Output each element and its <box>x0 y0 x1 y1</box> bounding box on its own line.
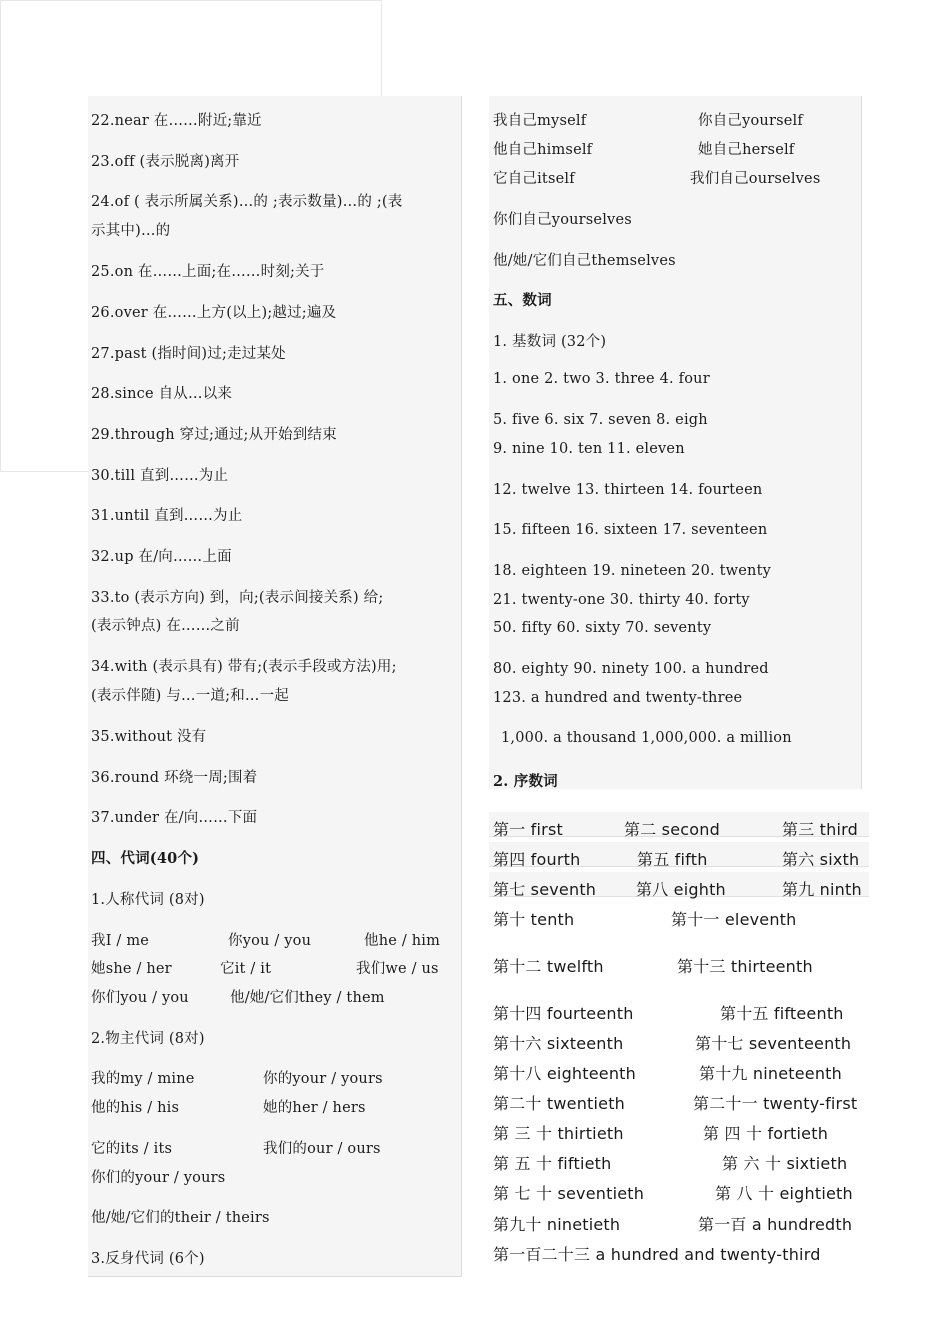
right_bottom-line: 第七 seventh <box>493 880 597 899</box>
left-line: 它的its / its <box>91 1141 173 1157</box>
left-line: 28.since 自从…以来 <box>91 386 233 402</box>
right_bottom-line: 第 四 十 fortieth <box>703 1124 829 1143</box>
right_top-line: 50. fifty 60. sixty 70. seventy <box>493 620 712 636</box>
left-line: 2.物主代词 (8对) <box>91 1031 205 1047</box>
left-line: 他/她/它们的their / theirs <box>91 1210 270 1226</box>
right_bottom-line: 第 七 十 seventieth <box>493 1184 645 1203</box>
left-line: 29.through 穿过;通过;从开始到结束 <box>91 427 337 443</box>
right_top-line: 12. twelve 13. thirteen 14. fourteen <box>493 482 763 498</box>
right_bottom-line: 第十三 thirteenth <box>677 957 813 976</box>
right_top-line: 21. twenty-one 30. thirty 40. forty <box>493 592 750 608</box>
right_top-line: 他/她/它们自己themselves <box>493 253 676 269</box>
left-line: 37.under 在/向……下面 <box>91 810 258 826</box>
right_bottom-line: 第四 fourth <box>493 850 581 869</box>
left-line: 他he / him <box>364 933 441 949</box>
right_top-line: 1,000. a thousand 1,000,000. a million <box>501 730 792 746</box>
left-line: 你们的your / yours <box>91 1170 226 1186</box>
right_bottom-line: 第十四 fourteenth <box>493 1004 634 1023</box>
right_bottom-line: 第一 first <box>493 820 563 839</box>
left-line: (表示伴随) 与…一道;和…一起 <box>91 688 290 704</box>
right_bottom-line: 第二 second <box>624 820 720 839</box>
right_top-line: 我自己myself <box>493 113 587 129</box>
right_bottom-line: 第 三 十 thirtieth <box>493 1124 624 1143</box>
right_bottom-line: 第十七 seventeenth <box>695 1034 852 1053</box>
right_top-line: 2. 序数词 <box>493 773 558 790</box>
left-line: 1.人称代词 (8对) <box>91 892 205 908</box>
left-line: 我I / me <box>91 933 150 949</box>
right_bottom-line: 第五 fifth <box>637 850 708 869</box>
left-line: 32.up 在/向……上面 <box>91 549 232 565</box>
left-line: 我们的our / ours <box>263 1141 381 1157</box>
right_top-line: 18. eighteen 19. nineteen 20. twenty <box>493 563 771 579</box>
left-line: 他的his / his <box>91 1100 180 1116</box>
right_bottom-line: 第十九 nineteenth <box>699 1064 842 1083</box>
left-line: 27.past (指时间)过;走过某处 <box>91 346 286 362</box>
left-line: 四、代词(40个) <box>91 850 200 867</box>
left-line: 3.反身代词 (6个) <box>91 1251 205 1267</box>
right_top-line: 我们自己ourselves <box>690 171 821 187</box>
right_top-line: 他自己himself <box>493 142 593 158</box>
right_bottom-line: 第 五 十 fiftieth <box>493 1154 612 1173</box>
left-line: 它it / it <box>220 961 272 977</box>
right_top-line: 她自己herself <box>698 142 795 158</box>
right_bottom-line: 第 八 十 eightieth <box>715 1184 853 1203</box>
right_bottom-line: 第 六 十 sixtieth <box>722 1154 848 1173</box>
left-line: 她she / her <box>91 961 172 977</box>
left-line: 你们you / you <box>91 990 189 1006</box>
right_bottom-line: 第九 ninth <box>782 880 862 899</box>
left-line: 26.over 在……上方(以上);越过;遍及 <box>91 305 337 321</box>
right_top-line: 它自己itself <box>493 171 575 187</box>
right_top-line: 123. a hundred and twenty-three <box>493 690 743 706</box>
left-line: 我们we / us <box>356 961 439 977</box>
left-line: 30.till 直到……为止 <box>91 468 229 484</box>
left-line: 我的my / mine <box>91 1071 195 1087</box>
right_top-line: 1. one 2. two 3. three 4. four <box>493 371 710 387</box>
left-line: 你的your / yours <box>263 1071 383 1087</box>
left-line: 33.to (表示方向) 到，向;(表示间接关系) 给; <box>91 590 384 606</box>
left-line: 34.with (表示具有) 带有;(表示手段或方法)用; <box>91 659 397 675</box>
right_bottom-line: 第十 tenth <box>493 910 575 929</box>
right_top-line: 1. 基数词 (32个) <box>493 334 607 350</box>
left-line: 她的her / hers <box>263 1100 366 1116</box>
left-line: (表示钟点) 在……之前 <box>91 618 240 634</box>
right_top-line: 9. nine 10. ten 11. eleven <box>493 441 685 457</box>
right_top-line: 你自己yourself <box>698 113 803 129</box>
left-line: 他/她/它们they / them <box>230 990 385 1006</box>
right_bottom-line: 第十六 sixteenth <box>493 1034 624 1053</box>
left-line: 23.off (表示脱离)离开 <box>91 154 240 170</box>
right_bottom-line: 第十一 eleventh <box>671 910 797 929</box>
left-line: 25.on 在……上面;在……时刻;关于 <box>91 264 325 280</box>
left-line: 22.near 在……附近;靠近 <box>91 113 262 129</box>
right_bottom-line: 第十八 eighteenth <box>493 1064 636 1083</box>
left-line: 你you / you <box>228 933 312 949</box>
left-line: 示其中)…的 <box>91 223 171 239</box>
right_bottom-line: 第九十 ninetieth <box>493 1215 621 1234</box>
right_bottom-line: 第六 sixth <box>782 850 860 869</box>
left-line: 24.of ( 表示所属关系)…的 ;表示数量)…的 ;(表 <box>91 194 403 210</box>
right_top-line: 你们自己yourselves <box>493 212 632 228</box>
right_top-line: 5. five 6. six 7. seven 8. eigh <box>493 412 708 428</box>
right_top-line: 80. eighty 90. ninety 100. a hundred <box>493 661 769 677</box>
right_bottom-line: 第八 eighth <box>636 880 726 899</box>
right_bottom-line: 第十五 fifteenth <box>720 1004 844 1023</box>
right_bottom-line: 第一百 a hundredth <box>698 1215 853 1234</box>
right_top-line: 15. fifteen 16. sixteen 17. seventeen <box>493 522 768 538</box>
right_bottom-line: 第一百二十三 a hundred and twenty-third <box>493 1245 821 1264</box>
right_bottom-line: 第二十 twentieth <box>493 1094 626 1113</box>
left-line: 36.round 环绕一周;围着 <box>91 770 258 786</box>
right_bottom-line: 第三 third <box>782 820 858 839</box>
left-line: 31.until 直到……为止 <box>91 508 243 524</box>
right_bottom-line: 第十二 twelfth <box>493 957 604 976</box>
right_top-line: 五、数词 <box>493 292 552 309</box>
right_bottom-line: 第二十一 twenty-first <box>693 1094 858 1113</box>
left-line: 35.without 没有 <box>91 729 207 745</box>
